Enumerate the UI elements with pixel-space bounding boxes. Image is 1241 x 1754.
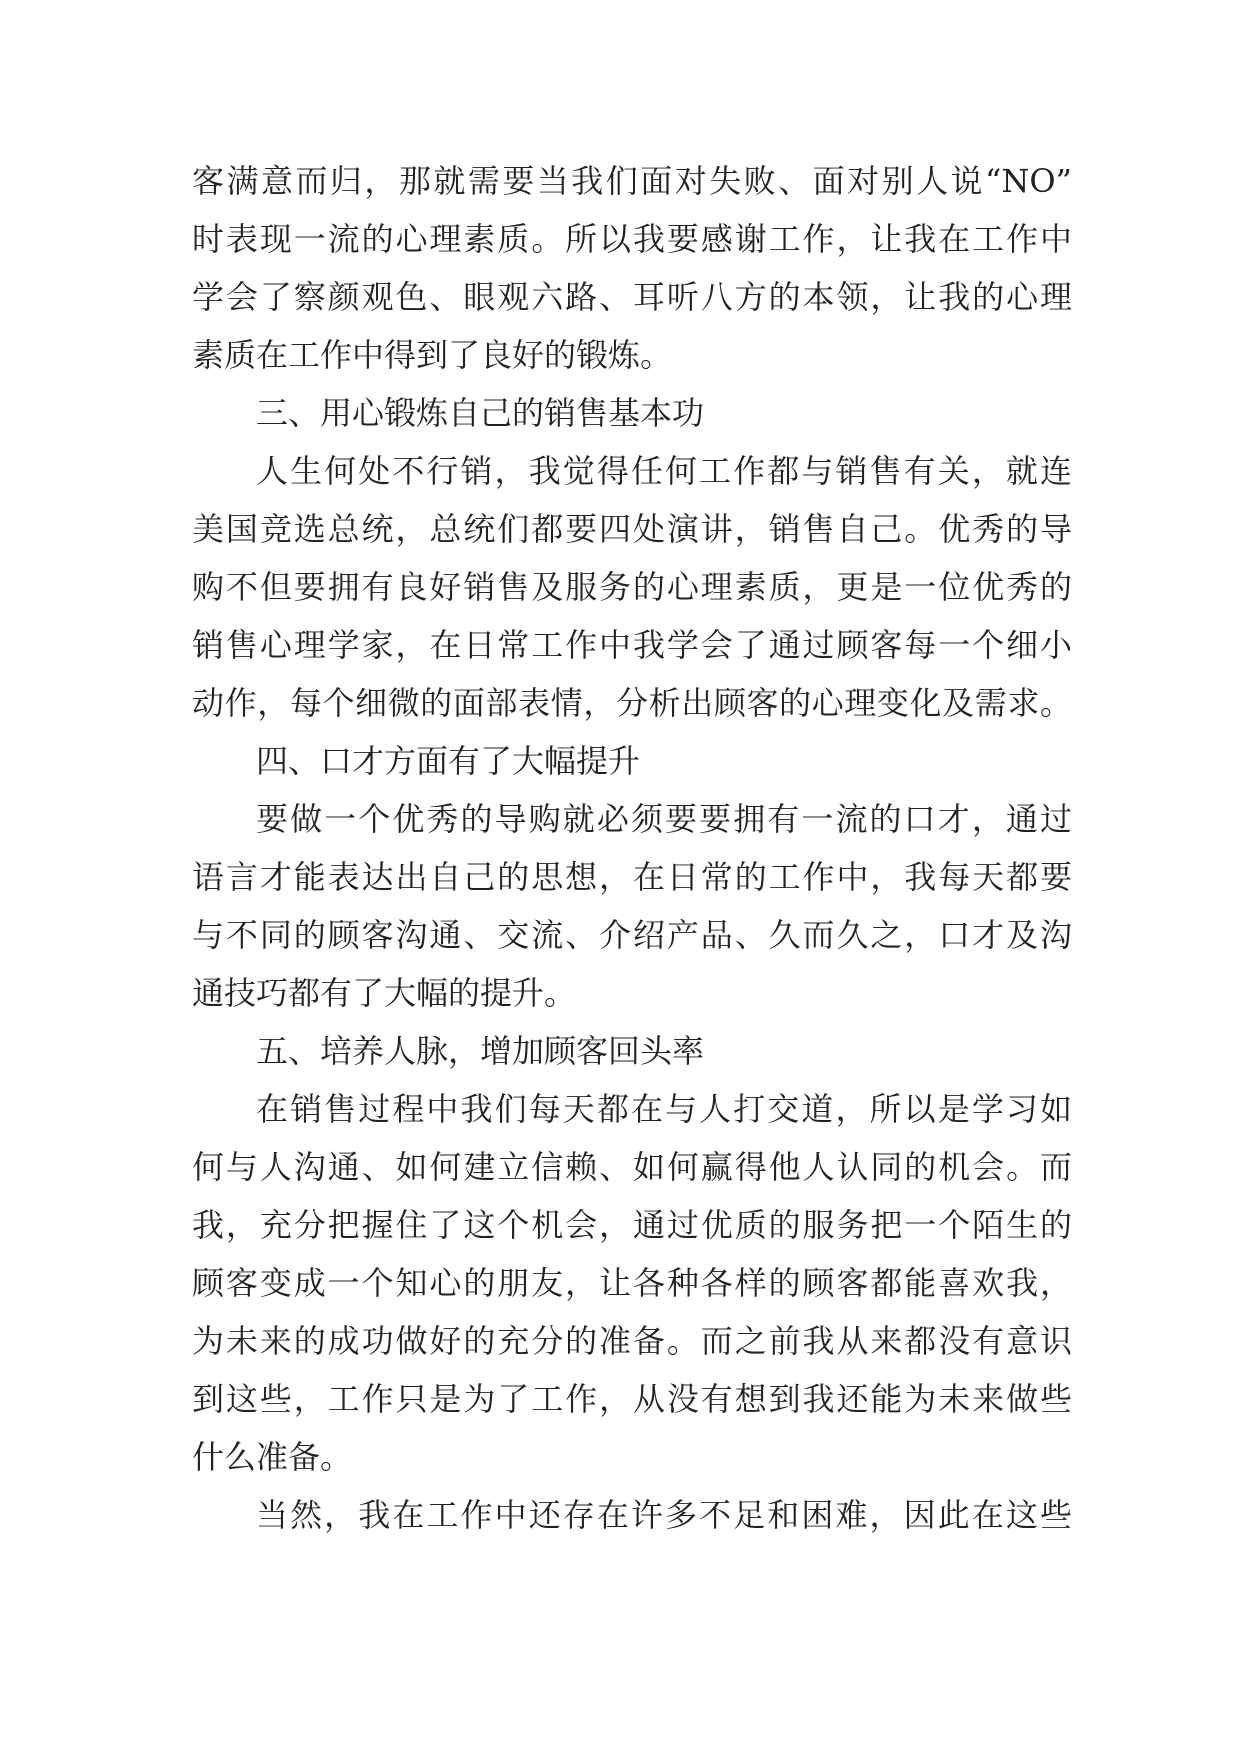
body-line: 语言才能表达出自己的思想，在日常的工作中，我每天都要 xyxy=(192,858,1072,896)
document-body xyxy=(192,152,1072,1544)
body-line: 美国竞选总统，总统们都要四处演讲，销售自己。优秀的导 xyxy=(192,510,1072,548)
body-line: 当然，我在工作中还存在许多不足和困难，因此在这些 xyxy=(256,1496,1072,1534)
body-line: 时表现一流的心理素质。所以我要感谢工作，让我在工作中 xyxy=(192,220,1072,258)
body-line: 与不同的顾客沟通、交流、介绍产品、久而久之，口才及沟 xyxy=(192,916,1072,954)
body-line: 学会了察颜观色、眼观六路、耳听八方的本领，让我的心理 xyxy=(192,278,1072,316)
body-line: 顾客变成一个知心的朋友，让各种各样的顾客都能喜欢我， xyxy=(192,1264,1072,1302)
body-line: 何与人沟通、如何建立信赖、如何赢得他人认同的机会。而 xyxy=(192,1148,1072,1186)
body-line: 到这些，工作只是为了工作，从没有想到我还能为未来做些 xyxy=(192,1380,1072,1418)
body-line: 我，充分把握住了这个机会，通过优质的服务把一个陌生的 xyxy=(192,1206,1072,1244)
section-heading: 四、口才方面有了大幅提升 xyxy=(256,742,641,780)
body-line: 要做一个优秀的导购就必须要要拥有一流的口才，通过 xyxy=(256,800,1072,838)
section-heading: 五、培养人脉，增加顾客回头率 xyxy=(256,1032,705,1070)
body-line: 通技巧都有了大幅的提升。 xyxy=(192,974,577,1012)
body-line: 动作，每个细微的面部表情，分析出顾客的心理变化及需求。 xyxy=(192,684,1072,722)
body-line: 为未来的成功做好的充分的准备。而之前我从来都没有意识 xyxy=(192,1322,1072,1360)
body-line: 购不但要拥有良好销售及服务的心理素质，更是一位优秀的 xyxy=(192,568,1072,606)
body-line: 客满意而归，那就需要当我们面对失败、面对别人说“NO” xyxy=(192,162,1072,200)
body-line: 人生何处不行销，我觉得任何工作都与销售有关，就连 xyxy=(256,452,1072,490)
body-line: 在销售过程中我们每天都在与人打交道，所以是学习如 xyxy=(256,1090,1072,1128)
section-heading: 三、用心锻炼自己的销售基本功 xyxy=(256,394,705,432)
body-line: 什么准备。 xyxy=(192,1438,353,1476)
body-line: 销售心理学家，在日常工作中我学会了通过顾客每一个细小 xyxy=(192,626,1072,664)
body-line: 素质在工作中得到了良好的锻炼。 xyxy=(192,336,673,374)
